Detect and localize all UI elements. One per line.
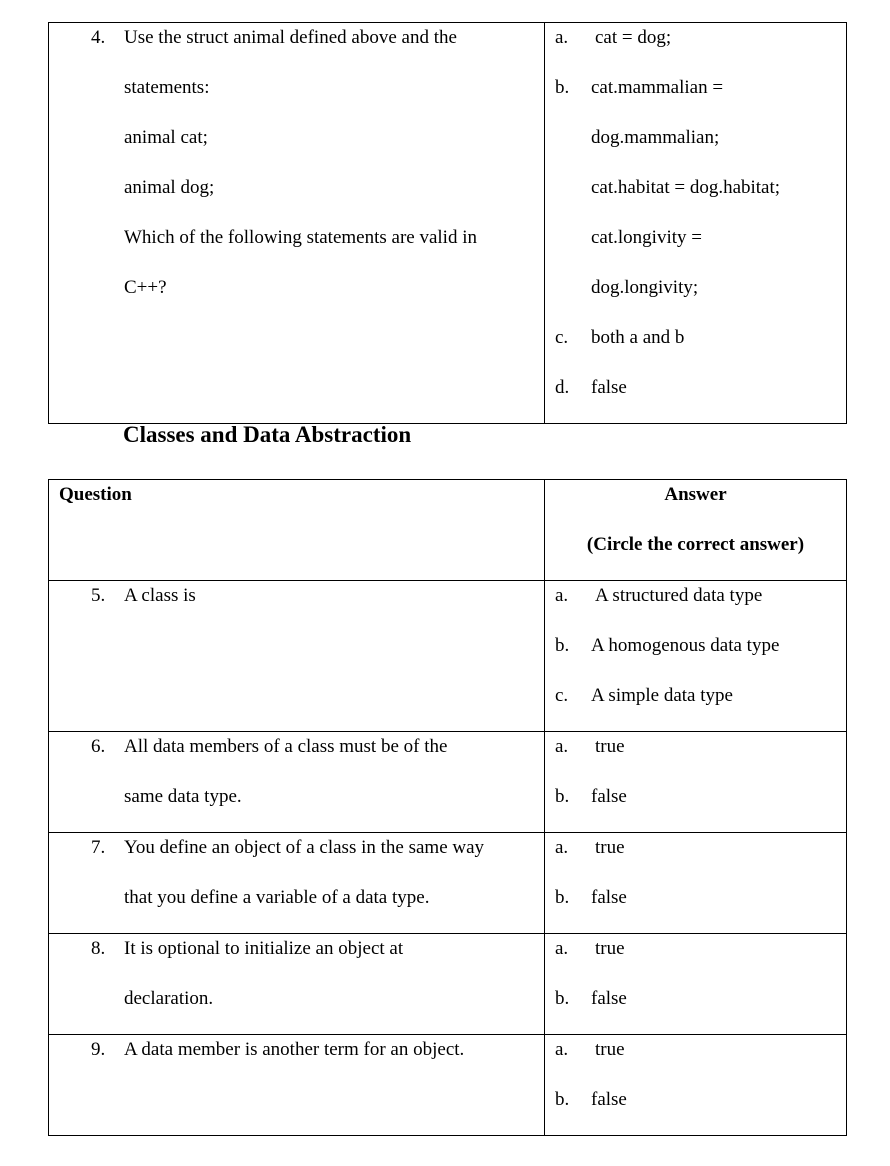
option-letter: c. (555, 685, 569, 706)
option-letter: b. (555, 635, 570, 656)
option-letter: b. (555, 887, 570, 908)
answer-option (545, 23, 846, 73)
question-header-cell (49, 480, 545, 581)
option-letter: c. (555, 327, 569, 348)
question-cell (49, 581, 545, 732)
option-letter: a. (555, 837, 569, 858)
answer-header: Answer (664, 484, 727, 505)
option-text: true (595, 1039, 625, 1060)
question-cell (49, 934, 545, 1035)
option-text: false (591, 786, 627, 807)
option-letter: a. (555, 585, 569, 606)
option-text: cat.mammalian = (591, 77, 724, 98)
option-text: false (591, 377, 627, 398)
option-letter: a. (555, 736, 569, 757)
answer-cell (545, 1035, 847, 1136)
question-line: animal cat; (124, 127, 208, 148)
option-letter: a. (555, 27, 569, 48)
option-text: true (595, 938, 625, 959)
option-text: A structured data type (595, 585, 763, 606)
question-cell (49, 833, 545, 934)
section-title: Classes and Data Abstraction (123, 422, 412, 447)
question-row (49, 934, 847, 1035)
question-line: declaration. (124, 988, 214, 1009)
question-line: 6. All data members of a class must be of the (49, 732, 544, 782)
question-line: 4. Use the struct animal defined above and the (49, 23, 544, 73)
option-letter: b. (555, 77, 570, 98)
answer-option (545, 631, 846, 681)
question-line: that you define a variable of a data type. (124, 887, 430, 908)
question-row (49, 1035, 847, 1136)
answer-header-cell (545, 480, 847, 581)
answer-option (545, 883, 846, 933)
question-row (49, 833, 847, 934)
option-letter: a. (555, 938, 569, 959)
option-text: true (595, 837, 625, 858)
answer-option (545, 782, 846, 832)
option-continuation: dog.longivity; (591, 277, 699, 298)
question-line: 9. A data member is another term for an object. (49, 1035, 544, 1085)
question-line: 5. A class is (49, 581, 544, 631)
option-continuation: dog.mammalian; (591, 127, 720, 148)
question-row (49, 732, 847, 833)
question-number: 7. (91, 837, 106, 858)
answer-cell (545, 581, 847, 732)
answer-cell (545, 833, 847, 934)
option-text: A simple data type (591, 685, 733, 706)
option-text: false (591, 887, 627, 908)
question-number: 5. (91, 585, 106, 606)
answer-instruction: (Circle the correct answer) (586, 534, 805, 555)
option-letter: a. (555, 1039, 569, 1060)
answer-option (545, 732, 846, 782)
question-cell (49, 23, 545, 424)
answer-option (545, 581, 846, 631)
answer-option (545, 934, 846, 984)
answer-cell (545, 732, 847, 833)
option-text: true (595, 736, 625, 757)
question-cell (49, 732, 545, 833)
question-line: 7. You define an object of a class in the same way (49, 833, 544, 883)
question-4-table (48, 22, 847, 424)
question-number: 4. (91, 27, 106, 48)
answer-option (545, 1085, 846, 1135)
option-text: false (591, 1089, 627, 1110)
question-number: 8. (91, 938, 106, 959)
option-text: both a and b (591, 327, 685, 348)
option-letter: b. (555, 988, 570, 1009)
question-cell (49, 1035, 545, 1136)
option-letter: b. (555, 786, 570, 807)
answer-option (545, 833, 846, 883)
question-line: Which of the following statements are valid in (124, 227, 477, 248)
question-line: statements: (124, 77, 210, 98)
option-continuation: cat.longivity = (591, 227, 702, 248)
question-header: Question (59, 484, 132, 505)
option-letter: d. (555, 377, 570, 398)
answer-option (545, 373, 846, 423)
question-line: 8. It is optional to initialize an object at (49, 934, 544, 984)
answer-option (545, 1035, 846, 1085)
question-line: same data type. (124, 786, 242, 807)
question-number: 9. (91, 1039, 106, 1060)
answer-option (545, 323, 846, 373)
answer-cell (545, 23, 847, 424)
question-number: 6. (91, 736, 106, 757)
option-text: cat = dog; (595, 27, 672, 48)
answer-option (545, 73, 846, 123)
option-text: A homogenous data type (591, 635, 780, 656)
header-row (49, 480, 847, 581)
answer-cell (545, 934, 847, 1035)
option-text: false (591, 988, 627, 1009)
question-line: animal dog; (124, 177, 215, 198)
classes-quiz-table (48, 479, 847, 1136)
option-letter: b. (555, 1089, 570, 1110)
question-row (49, 581, 847, 732)
question-row (49, 23, 847, 424)
option-continuation: cat.habitat = dog.habitat; (591, 177, 781, 198)
answer-option (545, 984, 846, 1034)
question-line: C++? (124, 277, 167, 298)
answer-option (545, 681, 846, 731)
